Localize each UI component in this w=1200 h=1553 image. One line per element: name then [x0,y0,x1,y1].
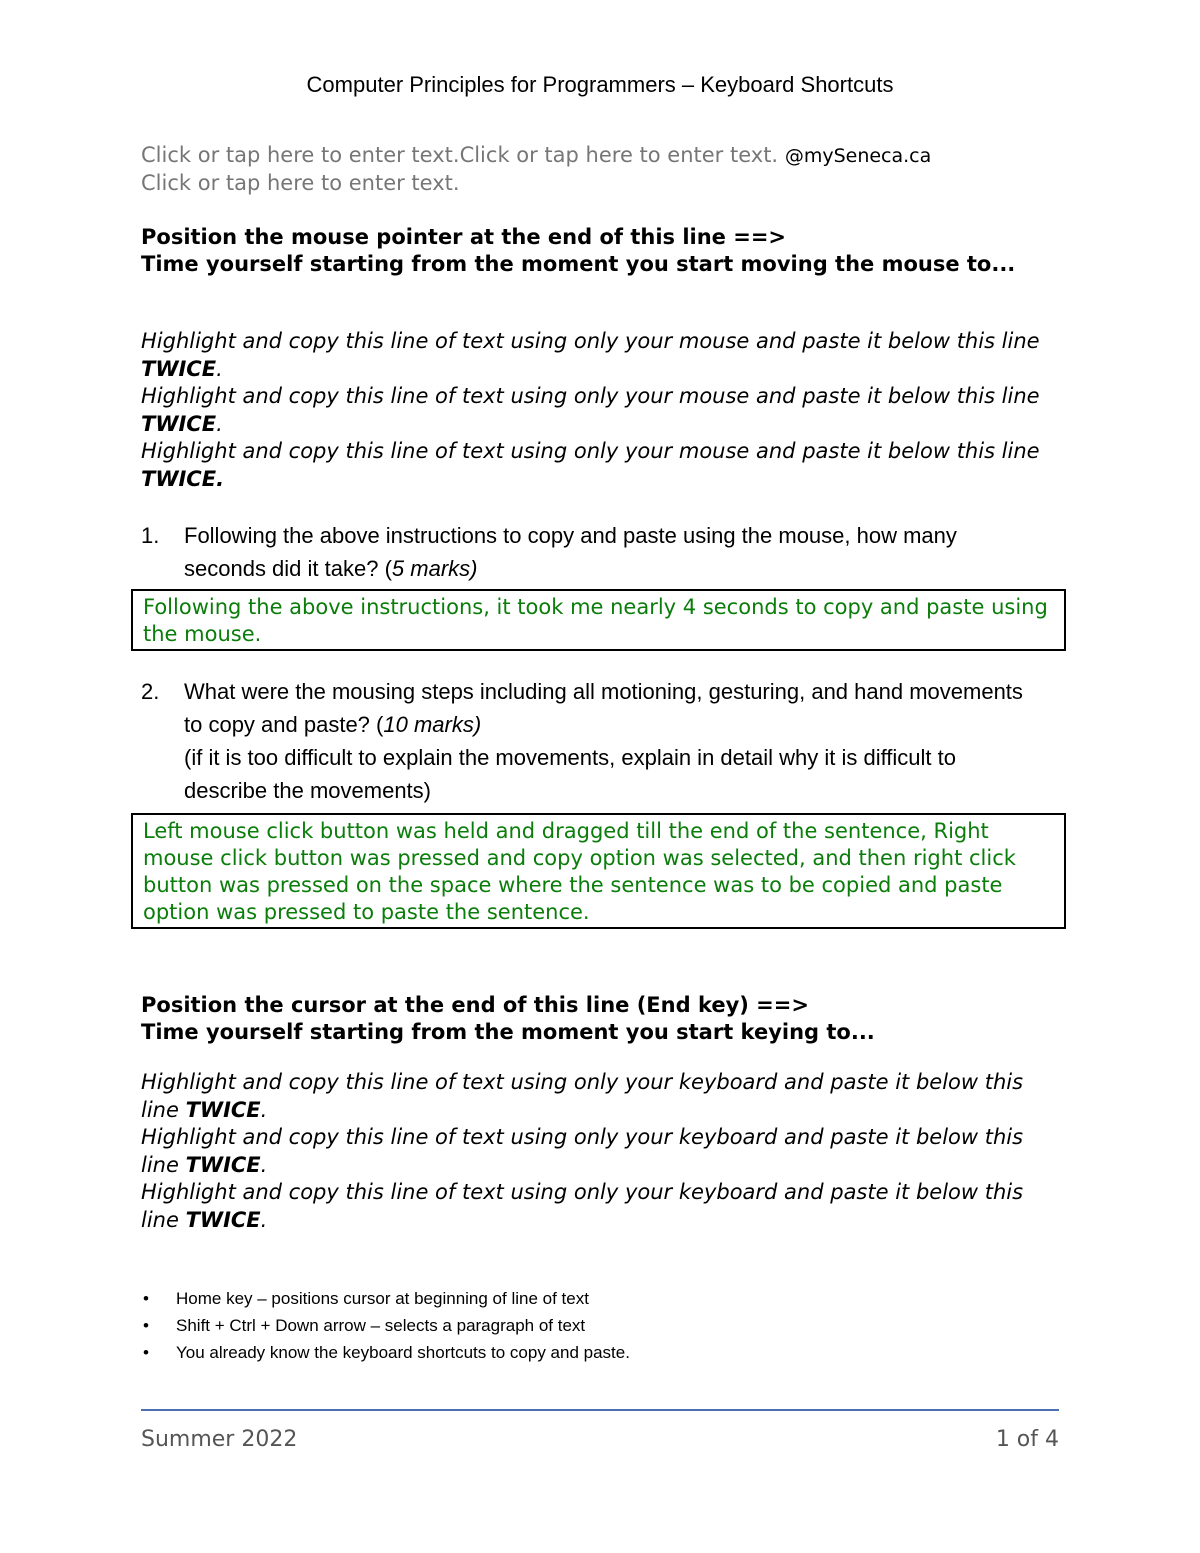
student-info-fields [141,142,1081,197]
keyboard-instruction-timing: Time yourself starting from the moment you start keying to... [141,1020,875,1044]
student-id-field[interactable]: Click or tap here to enter text. [141,171,460,195]
mouse-copy-lines [141,328,1081,493]
mouse-instructions [141,224,1081,278]
shortcut-tips-list [141,1285,1041,1366]
keyboard-copy-line[interactable]: Highlight and copy this line of text using only your keyboard and paste it below this line TWICE. [141,1180,1024,1232]
answer-box-2[interactable]: Left mouse click button was held and dragged till the end of the sentence, Right mouse click button was pressed and copy option was selected, and then right click button was pressed on the space where the sentence was to be copied and paste option was pressed to paste the sentence. [131,813,1066,929]
mouse-copy-line[interactable]: Highlight and copy this line of text using only your mouse and paste it below this line TWICE. [141,439,1040,491]
document-header-title: Computer Principles for Programmers – Keyboard Shortcuts [306,72,894,97]
question-number: 2. [141,679,160,704]
question-2 [141,675,1041,807]
keyboard-instructions [141,992,1081,1046]
last-name-field[interactable]: Click or tap here to enter text. [459,143,779,167]
keyboard-copy-lines [141,1069,1041,1234]
mouse-instruction-timing: Time yourself starting from the moment you start moving the mouse to... [141,252,1016,276]
email-domain: @mySeneca.ca [784,145,932,167]
list-item: • Home key – positions cursor at beginning of line of text [141,1285,1041,1312]
question-1 [141,519,1041,585]
first-name-field[interactable]: Click or tap here to enter text. [141,143,460,167]
question-number: 1. [141,523,160,548]
keyboard-copy-line[interactable]: Highlight and copy this line of text using only your keyboard and paste it below this line TWICE. [141,1070,1024,1122]
list-item: • Shift + Ctrl + Down arrow – selects a paragraph of text [141,1312,1041,1339]
footer-term: Summer 2022 [141,1427,298,1452]
list-item: • You already know the keyboard shortcuts to copy and paste. [141,1339,1041,1366]
question-note: (if it is too difficult to explain the movements, explain in detail why it is difficult to describe the movements) [184,745,956,803]
footer-divider [141,1409,1059,1411]
mouse-copy-line[interactable]: Highlight and copy this line of text using only your mouse and paste it below this line TWICE. [141,329,1040,381]
mouse-instruction-position: Position the mouse pointer at the end of this line ==> [141,225,787,249]
bullet-icon: • [143,1289,149,1308]
mouse-copy-line[interactable]: Highlight and copy this line of text using only your mouse and paste it below this line TWICE. [141,384,1040,436]
answer-box-1[interactable]: Following the above instructions, it took me nearly 4 seconds to copy and paste using the mouse. [131,589,1066,651]
keyboard-instruction-position: Position the cursor at the end of this line (End key) ==> [141,993,809,1017]
keyboard-copy-line[interactable]: Highlight and copy this line of text using only your keyboard and paste it below this line TWICE. [141,1125,1024,1177]
question-text: What were the mousing steps including all motioning, gesturing, and hand movements to copy and paste? (10 marks) [184,679,1023,737]
bullet-icon: • [143,1316,149,1335]
footer-page-number: 1 of 4 [995,1427,1059,1452]
bullet-icon: • [143,1343,149,1362]
question-text: Following the above instructions to copy and paste using the mouse, how many seconds did it take? (5 marks) [184,523,957,581]
